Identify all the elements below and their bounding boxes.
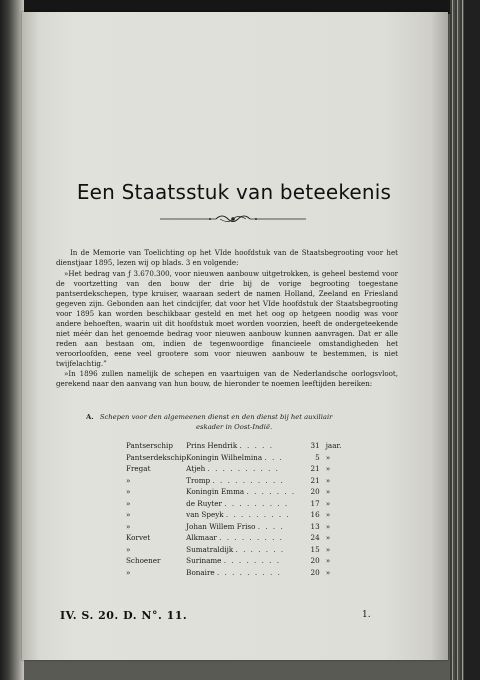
table-caption — [86, 413, 398, 432]
ship-age: 17 — [310, 498, 320, 508]
book-spine-shadow — [0, 0, 24, 680]
ship-row — [126, 544, 348, 556]
ship-age: 20 — [310, 567, 320, 577]
caption-label: A. — [86, 413, 94, 421]
ship-type: Pantserdekschip — [126, 452, 187, 462]
ship-name: Koningin Wilhelmina — [186, 452, 263, 462]
caption-line-2: eskader in Oost-Indië. — [196, 422, 273, 431]
ship-type: » — [126, 475, 131, 485]
ship-type: » — [126, 510, 131, 519]
ship-age: 5 — [315, 452, 320, 462]
leader-dots: . . . . . — [239, 441, 274, 450]
ship-name: Suriname — [186, 556, 222, 565]
leader-dots: . . . . . . . — [235, 544, 285, 554]
age-unit: » — [325, 498, 331, 508]
book-page — [22, 12, 448, 660]
ship-age: 20 — [310, 487, 320, 496]
ship-type: Pantserschip — [126, 441, 173, 450]
ship-type: Korvet — [126, 533, 151, 542]
ship-name-cell — [186, 532, 296, 544]
ship-row — [126, 475, 348, 487]
age-unit: » — [325, 533, 331, 542]
age-unit: » — [325, 556, 331, 565]
page-number: 1. — [362, 610, 371, 620]
ship-row — [126, 509, 348, 521]
ship-type: » — [126, 521, 131, 531]
ship-row — [126, 567, 348, 579]
ship-name: Johan Willem Friso — [186, 521, 256, 531]
ship-name-cell — [186, 452, 296, 464]
age-unit: » — [325, 544, 331, 554]
ship-name-cell — [186, 544, 296, 556]
age-unit: » — [325, 452, 331, 462]
ship-age: 13 — [310, 521, 320, 531]
ship-name: Sumatraldijk — [186, 544, 234, 554]
ship-name: de Ruyter — [186, 498, 222, 508]
ships-table — [126, 440, 348, 578]
ship-row — [126, 452, 348, 464]
ship-age: 15 — [310, 544, 320, 554]
divider-ornament-icon — [158, 212, 308, 226]
document-reference: IV. S. 20. D. N°. 11. — [60, 609, 188, 622]
age-unit: » — [325, 521, 331, 531]
ship-row — [126, 498, 348, 510]
intro-paragraph: In de Memorie van Toelichting op het VIde hoofdstuk van de Staatsbegrooting voor het dienstjaar 1895, lezen wij op blads. 3 en volgende: — [56, 248, 398, 268]
ship-name-cell — [186, 475, 296, 487]
leader-dots: . . . . . . . . . — [219, 533, 284, 542]
caption-line-1: Schepen voor den algemeenen dienst en den dienst bij het auxiliair — [99, 413, 333, 421]
leader-dots: . . . . . . . . . — [225, 510, 291, 519]
leader-dots: . . . . . . . . . — [224, 498, 289, 508]
ship-type: » — [126, 567, 131, 577]
age-unit: » — [325, 510, 331, 519]
ship-name-cell — [186, 486, 296, 498]
leader-dots: . . . . . . . . . . — [212, 475, 285, 485]
leader-dots: . . . . . . . . — [223, 556, 281, 565]
leader-dots: . . . — [264, 452, 284, 462]
leader-dots: . . . . . . . . . — [216, 567, 282, 577]
ship-name: Bonaire — [186, 567, 215, 577]
age-unit: » — [325, 567, 331, 577]
quote-paragraph: »Het bedrag van ƒ 3.670.300, voor nieuwen aanbouw uitgetrokken, is geheel bestemd voor de voortzetting van den bouw der drie bij de vorige begrooting toegestane pantserdekschepen, type kruiser, waaraan sedert de namen Holland, Zeeland en Friesland gegeven zijn. Gebonden aan het cindcijfer, dat voor het VIde hoofdstuk der Staatsbegrooting voor 1895 kan worden beschikbaar gesteld en met het oog op hetgeen noodig was voor andere behoeften, waarin uit dit hoofdstuk moet worden voorzien, heeft de ondergeteekende niet méér dan het genoemde bedrag voor nieuwen aanbouw kunnen aanvragen. Dat er alle reden aan bestaan om, indien de tegenwoordige financieele omstandigheden het veroorloofden, eene veel grootere som voor nieuwen aanbouw te bestemmen, is niet twijfelachtig.” — [56, 269, 398, 369]
age-unit: » — [325, 487, 331, 496]
ship-age: 16 — [310, 510, 320, 519]
age-unit: » — [325, 464, 331, 473]
ship-type: Fregat — [126, 464, 151, 473]
ship-age: 21 — [310, 475, 320, 485]
article-heading: Een Staatsstuk van beteekenis — [76, 180, 392, 204]
ship-age: 31 — [310, 441, 320, 450]
ship-row — [126, 463, 348, 475]
ship-row — [126, 555, 348, 567]
scan-right-border — [464, 0, 480, 680]
ship-name: Alkmaar — [186, 533, 217, 542]
ship-type: Schoener — [126, 556, 161, 565]
ship-name-cell — [186, 498, 296, 510]
ship-type: » — [126, 498, 131, 508]
ship-name-cell — [186, 555, 296, 567]
ship-type: » — [126, 487, 131, 496]
ship-name: Tromp — [186, 475, 211, 485]
ship-name-cell — [186, 463, 296, 475]
ship-row — [126, 440, 348, 452]
ship-name-cell — [186, 440, 296, 452]
leader-dots: . . . . . . . . . . — [207, 464, 280, 473]
ship-name: van Speyk — [186, 510, 224, 519]
leader-dots: . . . . . . . — [246, 487, 296, 496]
age-unit: » — [325, 475, 331, 485]
ship-row — [126, 486, 348, 498]
ship-age: 20 — [310, 556, 320, 565]
ship-name-cell — [186, 521, 296, 533]
ship-name: Koningin Emma — [186, 487, 245, 496]
ship-age: 24 — [310, 533, 320, 542]
ship-name: Prins Hendrik — [186, 441, 238, 450]
ages-paragraph: »In 1896 zullen namelijk de schepen en vaartuigen van de Nederlandsche oorlogsvloot, gerekend naar den aanvang van hun bouw, de hieronder te noemen leeftijden bereiken: — [56, 369, 398, 389]
ship-name: Atjeh — [186, 464, 206, 473]
ship-row — [126, 532, 348, 544]
age-unit: jaar. — [325, 441, 342, 450]
ship-name-cell — [186, 509, 296, 521]
ship-row — [126, 521, 348, 533]
ship-type: » — [126, 544, 131, 554]
ship-age: 21 — [310, 464, 320, 473]
ship-name-cell — [186, 567, 296, 579]
leader-dots: . . . . — [257, 521, 285, 531]
